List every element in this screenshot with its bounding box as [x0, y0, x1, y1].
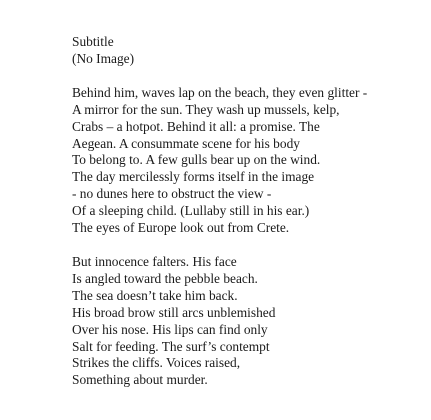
poem-line: Crabs – a hotpot. Behind it all: a promise. The — [72, 118, 320, 134]
poem-line: The eyes of Europe look out from Crete. — [72, 220, 290, 236]
poem-line: A mirror for the sun. They wash up mussels, kelp, — [72, 101, 340, 117]
poem-line: Something about murder. — [72, 372, 208, 388]
poem-line: But innocence falters. His face — [72, 253, 237, 269]
poem-line: The day mercilessly forms itself in the image — [72, 169, 315, 185]
poem-line: Over his nose. His lips can find only — [72, 321, 268, 337]
poem-line: Is angled toward the pebble beach. — [72, 270, 258, 286]
poem-line: The sea doesn’t take him back. — [72, 287, 238, 303]
poem-line: To belong to. A few gulls bear up on the wind. — [72, 152, 321, 168]
image-placeholder-note: (No Image) — [72, 50, 135, 66]
poem-line: Salt for feeding. The surf’s contempt — [72, 338, 270, 354]
poem-line: - no dunes here to obstruct the view - — [72, 186, 272, 202]
stanza-1 — [72, 85, 422, 237]
poem-line: Aegean. A consummate scene for his body — [72, 135, 300, 151]
poem-line: His broad brow still arcs unblemished — [72, 304, 276, 320]
header-block — [72, 34, 422, 68]
poem-line: Strikes the cliffs. Voices raised, — [72, 355, 241, 371]
stanza-2 — [72, 254, 422, 389]
subtitle: Subtitle — [72, 34, 114, 49]
poem-line: Of a sleeping child. (Lullaby still in his ear.) — [72, 203, 310, 219]
poem-line: Behind him, waves lap on the beach, they even glitter - — [72, 84, 368, 100]
document-page — [72, 34, 422, 406]
